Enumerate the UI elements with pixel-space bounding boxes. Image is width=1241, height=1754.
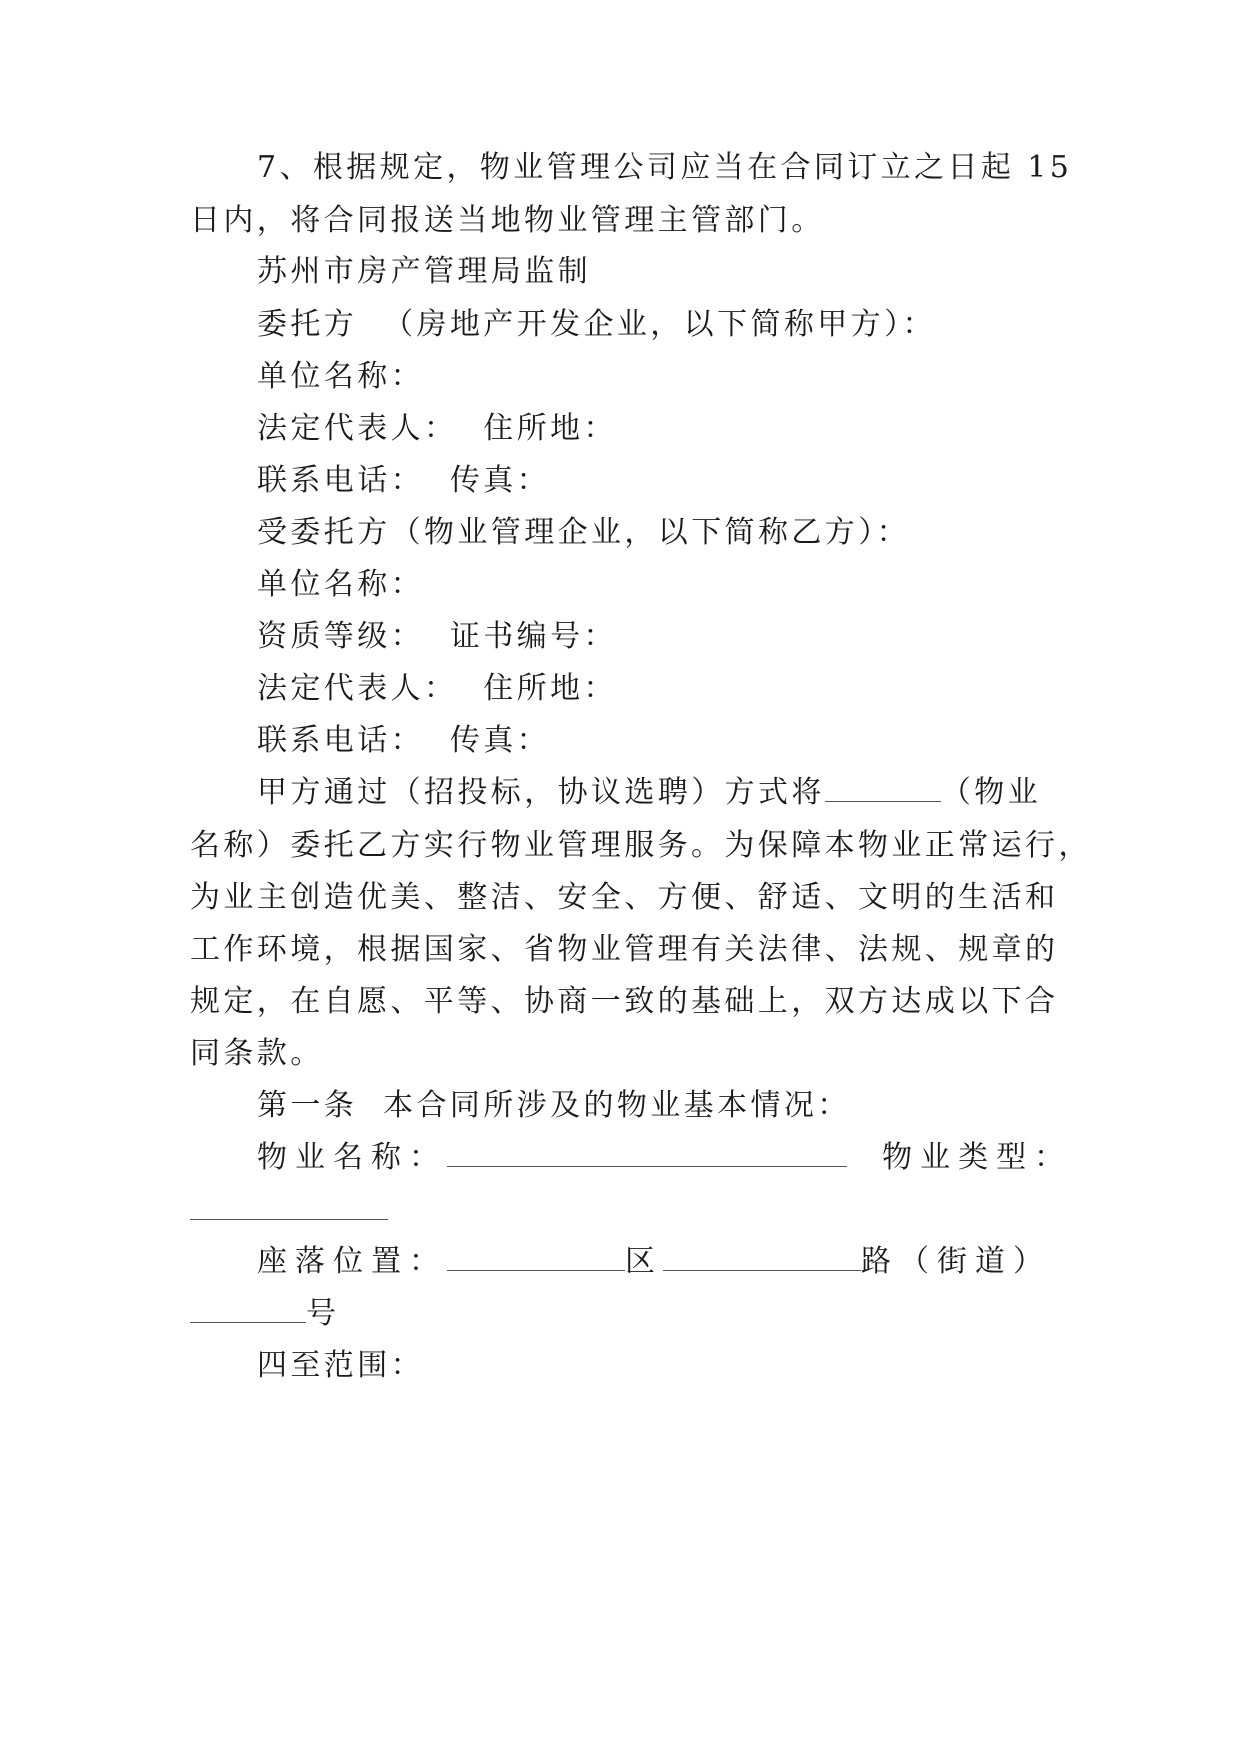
text-segment: 区 bbox=[625, 1244, 663, 1279]
blank-field bbox=[825, 775, 941, 802]
field-line: 联系电话： 传真： bbox=[257, 723, 551, 758]
field-line: 单位名称： bbox=[257, 567, 424, 602]
article-heading: 第一条 本合同所涉及的物业基本情况： bbox=[257, 1088, 851, 1123]
field-line bbox=[257, 1242, 1057, 1282]
field-line: 单位名称： bbox=[257, 359, 424, 394]
blank-field bbox=[447, 1244, 625, 1271]
paragraph-line: 工作环境，根据国家、省物业管理有关法律、法规、规章的 bbox=[190, 932, 1059, 967]
field-line: 法定代表人： 住所地： bbox=[257, 671, 617, 706]
text-segment: 座落位置： bbox=[257, 1244, 447, 1279]
text-segment: （物业 bbox=[940, 775, 1042, 810]
field-line: 四至范围： bbox=[257, 1348, 424, 1383]
text-segment: 路（街道） bbox=[861, 1244, 1051, 1279]
blank-field bbox=[190, 1296, 306, 1323]
paragraph-line: 日内，将合同报送当地物业管理主管部门。 bbox=[190, 203, 825, 238]
paragraph-line: 7、根据规定，物业管理公司应当在合同订立之日起 15 bbox=[257, 150, 1073, 185]
paragraph-line: 同条款。 bbox=[190, 1036, 324, 1071]
issuer-line: 苏州市房产管理局监制 bbox=[257, 254, 591, 289]
field-line: 联系电话： 传真： bbox=[257, 463, 551, 498]
text-segment: 号 bbox=[306, 1296, 340, 1331]
field-line bbox=[257, 1138, 1073, 1178]
field-line bbox=[190, 1294, 1050, 1334]
paragraph-line bbox=[257, 773, 1057, 813]
blank-field bbox=[663, 1244, 861, 1271]
field-line: 法定代表人： 住所地： bbox=[257, 411, 617, 446]
paragraph-line: 为业主创造优美、整洁、安全、方便、舒适、文明的生活和 bbox=[190, 880, 1059, 915]
paragraph-line: 规定，在自愿、平等、协商一致的基础上，双方达成以下合 bbox=[190, 984, 1059, 1019]
paragraph-line: 名称）委托乙方实行物业管理服务。为保障本物业正常运行， bbox=[190, 828, 1092, 863]
text-segment: 物业名称： bbox=[257, 1140, 447, 1175]
blank-field bbox=[447, 1140, 847, 1167]
blank-field bbox=[190, 1219, 388, 1220]
principal-heading: 委托方 （房地产开发企业，以下简称甲方）： bbox=[257, 307, 936, 342]
text-segment: 甲方通过（招投标，协议选聘）方式将 bbox=[257, 775, 825, 810]
agent-heading: 受委托方（物业管理企业，以下简称乙方）： bbox=[257, 515, 910, 550]
field-line: 资质等级： 证书编号： bbox=[257, 619, 617, 654]
text-segment: 物业类型： bbox=[882, 1140, 1073, 1175]
